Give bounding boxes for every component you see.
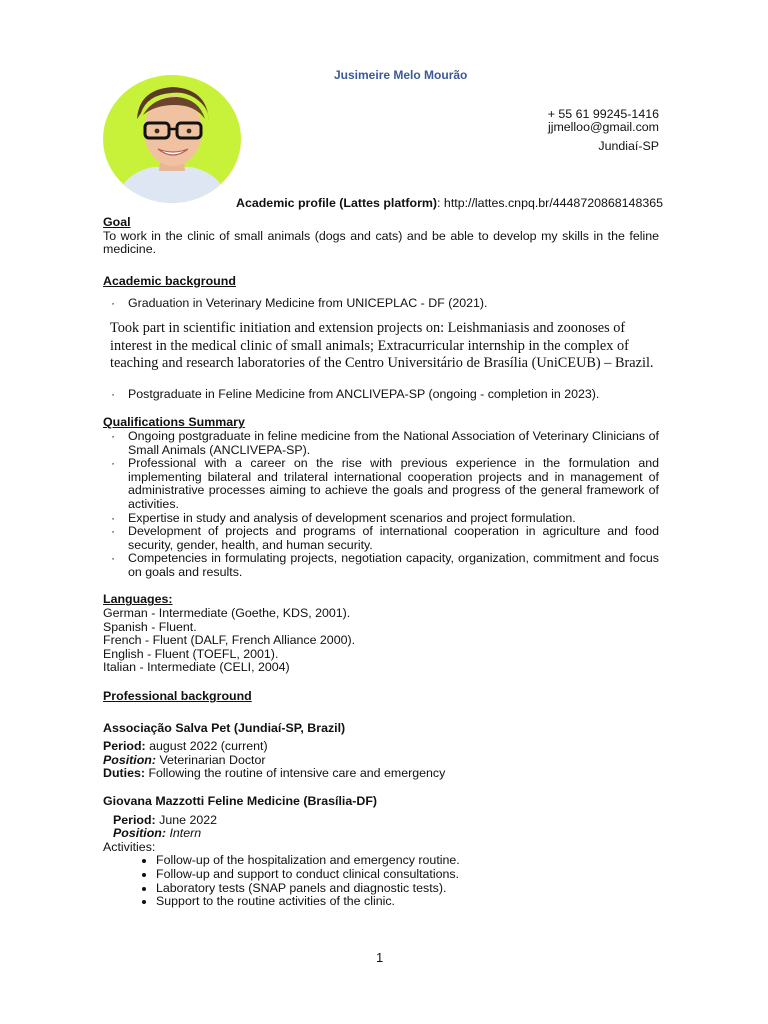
bullet: · [111,296,116,311]
list-item-text: Development of projects and programs of international cooperation in agriculture and food security, gender, health, and human security. [128,524,659,552]
phone: + 55 61 99245-1416 [547,107,659,121]
activities-list [103,854,659,908]
language-item: English - Fluent (TOEFL, 2001). [103,646,279,661]
list-item-text: Expertise in study and analysis of development scenarios and project formulation. [128,510,576,525]
goal-heading: Goal [103,215,131,229]
lattes-profile [236,197,663,211]
list-item-text: Competencies in formulating projects, negotiation capacity, organization, commitment and focus on goals and results. [128,551,659,579]
list-item-text: Ongoing postgraduate in feline medicine from the National Association of Veterinary Clinicians of Small Animals (ANCLIVEPA-SP). [128,428,659,457]
resume-body [103,216,659,909]
page-number: 1 [376,950,384,965]
position-value: Intern [166,826,202,841]
employer-name: Associação Salva Pet (Jundiaí-SP, Brazil) [103,720,346,735]
lattes-url[interactable]: : http://lattes.cnpq.br/4448720868148365 [437,196,664,210]
duties-value: Following the routine of intensive care and emergency [145,766,446,781]
qualifications-list [103,430,659,580]
city: Jundiaí-SP [598,139,659,153]
period-label: Period: [103,739,146,754]
language-item: German - Intermediate (Goethe, KDS, 2001). [103,606,351,621]
bullet: · [111,551,116,566]
academic-item-text: Graduation in Veterinary Medicine from UNICEPLAC - DF (2021). [128,296,488,311]
professional-heading: Professional background [103,689,252,704]
list-item [103,457,659,511]
list-item [103,430,659,457]
language-item: Spanish - Fluent. [103,619,197,634]
job-period [103,814,659,828]
bullet: · [111,510,116,525]
profile-photo [103,75,241,203]
goal-text: To work in the clinic of small animals (dogs and cats) and be able to develop my skills in the feline medicine. [103,228,659,257]
language-item: French - Fluent (DALF, French Alliance 2000). [103,633,356,648]
academic-item [103,388,659,402]
language-item: Italian - Intermediate (CELI, 2004) [103,660,290,675]
duties-label: Duties: [103,766,145,781]
position-label: Position: [113,826,166,841]
list-item: • Follow-up and support to conduct clinical consultations. [156,868,659,882]
job-position [103,754,659,768]
period-value: august 2022 (current) [145,739,268,754]
list-item: • Support to the routine activities of the clinic. [156,895,659,909]
position-value: Veterinarian Doctor [156,752,266,767]
bullet: · [111,386,116,401]
job-position [103,827,659,841]
list-item: • Laboratory tests (SNAP panels and diagnostic tests). [156,882,659,896]
period-value: June 2022 [155,812,218,827]
academic-note: Took part in scientific initiation and extension projects on: Leishmaniasis and zoonoses of interest in the medical clinic of small animals; Extracurricular internship in the complex of teaching and research laboratories of the Centro Universitário de Brasília (UniCEUB) – Brazil. [110,319,654,372]
position-label: Position: [103,752,156,767]
languages-heading: Languages: [103,592,173,607]
academic-item-text: Postgraduate in Feline Medicine from ANCLIVEPA-SP (ongoing - completion in 2023). [128,386,600,401]
bullet: · [111,524,116,539]
list-item [103,552,659,579]
period-label: Period: [113,812,156,827]
activities-label: Activities: [103,839,156,854]
list-item-text: Professional with a career on the rise with previous experience in the formulation and implementing bilateral and trilateral international cooperation projects and in management of administrative processes aiming to achieve the goals and progress of the general framework of activities. [128,456,659,511]
list-item [103,525,659,552]
bullet: · [111,428,116,443]
email[interactable]: jjmelloo@gmail.com [547,120,659,134]
academic-heading: Academic background [103,273,236,288]
list-item: • Follow-up of the hospitalization and emergency routine. [156,854,659,868]
candidate-name: Jusimeire Melo Mourão [334,68,468,82]
job-period [103,740,659,754]
employer-name: Giovana Mazzotti Feline Medicine (Brasília-DF) [103,794,378,808]
bullet: · [111,456,116,471]
academic-item [103,297,659,311]
job-duties [103,767,659,781]
qualifications-heading: Qualifications Summary [103,415,245,430]
lattes-label: Academic profile (Lattes platform) [236,196,438,210]
list-item [103,512,659,526]
